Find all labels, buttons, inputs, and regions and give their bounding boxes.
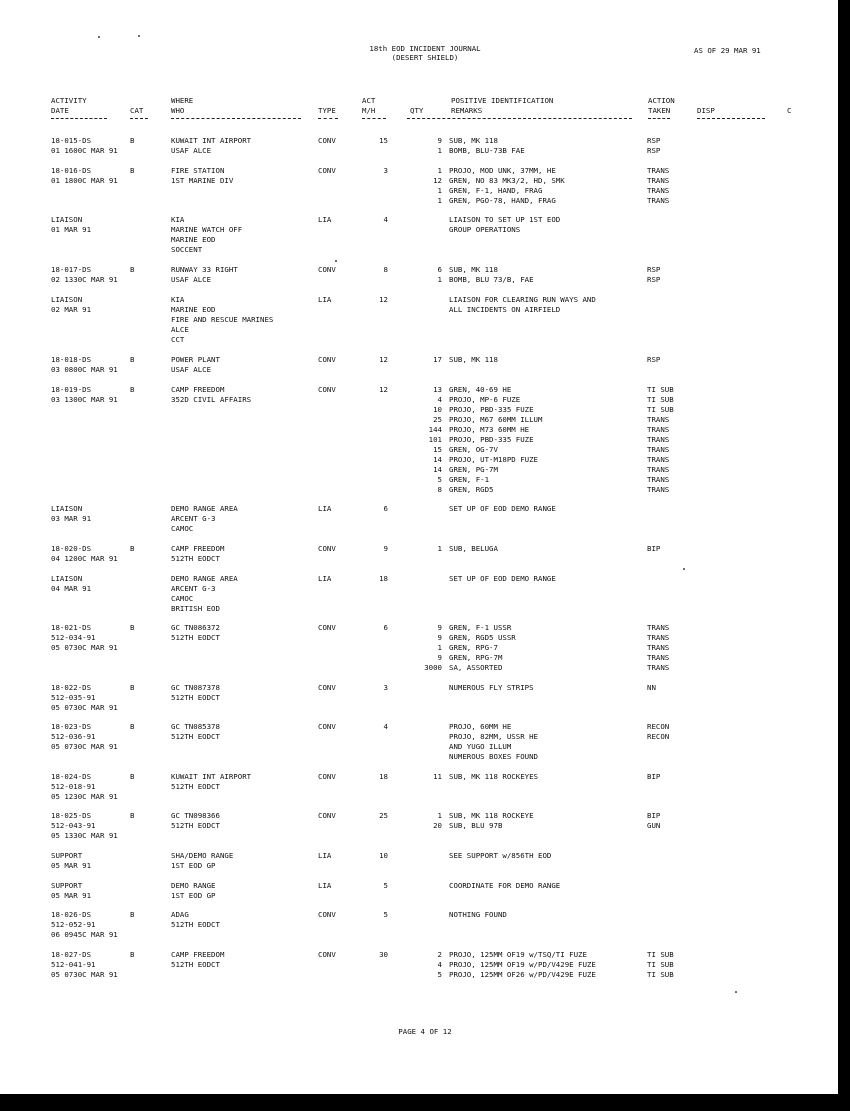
- col-type: TYPE: [318, 106, 336, 115]
- item-remark: PROJO, M67 60MM ILLUM: [449, 415, 543, 424]
- scan-speck: [683, 568, 685, 570]
- entry-who: 512TH EODCT: [171, 633, 220, 642]
- item-remark: AND YUGO ILLUM: [449, 742, 512, 751]
- item-quantity: 12: [433, 176, 442, 185]
- item-quantity: 5: [437, 970, 442, 979]
- journal-title: 18th EOD INCIDENT JOURNAL: [369, 44, 481, 53]
- col-positive-id: POSITIVE IDENTIFICATION: [451, 96, 554, 105]
- entry-type: CONV: [318, 910, 336, 919]
- entry-date-line: 02 1330C MAR 91: [51, 275, 118, 284]
- entry-category: B: [130, 811, 135, 820]
- entry-man-hours: 12: [379, 355, 388, 364]
- entry-type: CONV: [318, 811, 336, 820]
- entry-category: B: [130, 355, 135, 364]
- entry-category: B: [130, 772, 135, 781]
- item-remark: GREN, F-1 USSR: [449, 623, 512, 632]
- entry-type: LIA: [318, 851, 332, 860]
- entry-activity-id: LIAISON: [51, 215, 83, 224]
- entry-type: CONV: [318, 265, 336, 274]
- item-remark: SUB, BLU 97B: [449, 821, 503, 830]
- item-remark: GREN, PG-7M: [449, 465, 498, 474]
- entry-where: ADAG: [171, 910, 189, 919]
- entry-activity-id: 18-019-DS: [51, 385, 92, 394]
- item-remark: PROJO, 125MM OF26 w/PD/V429E FUZE: [449, 970, 596, 979]
- item-remark: SEE SUPPORT w/856TH EOD: [449, 851, 552, 860]
- entry-who: FIRE AND RESCUE MARINES: [171, 315, 274, 324]
- item-remark: SUB, MK 118 ROCKEYES: [449, 772, 538, 781]
- col-activity: ACTIVITY: [51, 96, 87, 105]
- entry-date-line: 02 MAR 91: [51, 305, 92, 314]
- entry-date-line: 05 1330C MAR 91: [51, 831, 118, 840]
- item-quantity: 10: [433, 405, 442, 414]
- entry-category: B: [130, 623, 135, 632]
- item-action-taken: TRANS: [647, 415, 670, 424]
- entry-activity-id: 18-020-DS: [51, 544, 92, 553]
- item-remark: SUB, BELUGA: [449, 544, 498, 553]
- col-taken: TAKEN: [648, 106, 671, 115]
- item-remark: PROJO, PBD-335 FUZE: [449, 435, 534, 444]
- item-action-taken: GUN: [647, 821, 661, 830]
- item-remark: GREN, PGO-78, HAND, FRAG: [449, 196, 556, 205]
- col-who: WHO: [171, 106, 185, 115]
- entry-where: KUWAIT INT AIRPORT: [171, 136, 252, 145]
- item-remark: SUB, MK 118 ROCKEYE: [449, 811, 534, 820]
- item-quantity: 101: [428, 435, 442, 444]
- item-action-taken: RSP: [647, 275, 661, 284]
- col-act: ACT: [362, 96, 376, 105]
- entry-type: LIA: [318, 215, 332, 224]
- entry-who: ALCE: [171, 325, 189, 334]
- item-action-taken: TI SUB: [647, 950, 674, 959]
- entry-man-hours: 10: [379, 851, 388, 860]
- entry-activity-id: 18-027-DS: [51, 950, 92, 959]
- item-remark: GREN, RGD5: [449, 485, 494, 494]
- entry-who: 512TH EODCT: [171, 693, 220, 702]
- entry-who: 512TH EODCT: [171, 821, 220, 830]
- entry-date-line: 03 1300C MAR 91: [51, 395, 118, 404]
- item-action-taken: TRANS: [647, 623, 670, 632]
- item-remark: ALL INCIDENTS ON AIRFIELD: [449, 305, 561, 314]
- col-remarks: REMARKS: [451, 106, 483, 115]
- item-remark: SET UP OF EOD DEMO RANGE: [449, 504, 556, 513]
- item-quantity: 11: [433, 772, 442, 781]
- item-quantity: 6: [437, 265, 442, 274]
- entry-date-line: 01 1800C MAR 91: [51, 176, 118, 185]
- item-quantity: 1: [437, 186, 442, 195]
- entry-who: 512TH EODCT: [171, 920, 220, 929]
- entry-date-line: 05 0730C MAR 91: [51, 742, 118, 751]
- entry-man-hours: 3: [383, 683, 388, 692]
- item-quantity: 9: [437, 633, 442, 642]
- item-quantity: 1: [437, 544, 442, 553]
- item-quantity: 17: [433, 355, 442, 364]
- item-action-taken: TRANS: [647, 633, 670, 642]
- entry-activity-id: SUPPORT: [51, 881, 83, 890]
- entry-man-hours: 3: [383, 166, 388, 175]
- entry-type: CONV: [318, 623, 336, 632]
- entry-date-line: 512-052-91: [51, 920, 96, 929]
- entry-date-line: 05 0730C MAR 91: [51, 643, 118, 652]
- item-action-taken: RSP: [647, 265, 661, 274]
- item-action-taken: TRANS: [647, 465, 670, 474]
- entry-type: CONV: [318, 683, 336, 692]
- entry-type: LIA: [318, 574, 332, 583]
- entry-where: SHA/DEMO RANGE: [171, 851, 234, 860]
- entry-who: ARCENT G-3: [171, 514, 216, 523]
- entry-date-line: 01 1600C MAR 91: [51, 146, 118, 155]
- item-quantity: 1: [437, 811, 442, 820]
- entry-man-hours: 5: [383, 881, 388, 890]
- item-remark: GREN, RPG-7M: [449, 653, 503, 662]
- entry-activity-id: 18-018-DS: [51, 355, 92, 364]
- item-action-taken: TRANS: [647, 663, 670, 672]
- entry-where: KIA: [171, 295, 185, 304]
- item-remark: GREN, NO 83 MK3/2, HD, SMK: [449, 176, 565, 185]
- entry-category: B: [130, 385, 135, 394]
- item-quantity: 1: [437, 275, 442, 284]
- col-action: ACTION: [648, 96, 675, 105]
- item-action-taken: RECON: [647, 732, 670, 741]
- header-rule: [171, 118, 301, 119]
- entry-activity-id: 18-023-DS: [51, 722, 92, 731]
- item-remark: GREN, OG-7V: [449, 445, 498, 454]
- as-of-date: AS OF 29 MAR 91: [694, 46, 761, 55]
- entry-where: DEMO RANGE AREA: [171, 504, 238, 513]
- header-rule: [51, 118, 107, 119]
- entry-activity-id: 18-025-DS: [51, 811, 92, 820]
- entry-who: BRITISH EOD: [171, 604, 220, 613]
- entry-date-line: 512-043-91: [51, 821, 96, 830]
- item-action-taken: TI SUB: [647, 385, 674, 394]
- entry-type: CONV: [318, 722, 336, 731]
- entry-date-line: 05 1230C MAR 91: [51, 792, 118, 801]
- entry-who: 1ST MARINE DIV: [171, 176, 234, 185]
- item-action-taken: BIP: [647, 544, 661, 553]
- entry-who: MARINE WATCH OFF: [171, 225, 243, 234]
- entry-activity-id: 18-026-DS: [51, 910, 92, 919]
- scan-border-bottom: [0, 1094, 850, 1111]
- item-quantity: 9: [437, 623, 442, 632]
- entry-who: 512TH EODCT: [171, 554, 220, 563]
- entry-activity-id: SUPPORT: [51, 851, 83, 860]
- item-quantity: 14: [433, 465, 442, 474]
- item-remark: GROUP OPERATIONS: [449, 225, 521, 234]
- item-remark: SET UP OF EOD DEMO RANGE: [449, 574, 556, 583]
- entry-activity-id: LIAISON: [51, 574, 83, 583]
- item-remark: BOMB, BLU 73/B, FAE: [449, 275, 534, 284]
- header-rule: [130, 118, 148, 119]
- entry-where: DEMO RANGE AREA: [171, 574, 238, 583]
- item-quantity: 13: [433, 385, 442, 394]
- entry-where: CAMP FREEDOM: [171, 950, 225, 959]
- item-quantity: 14: [433, 455, 442, 464]
- entry-activity-id: LIAISON: [51, 295, 83, 304]
- item-remark: NUMEROUS FLY STRIPS: [449, 683, 534, 692]
- entry-where: CAMP FREEDOM: [171, 544, 225, 553]
- entry-man-hours: 6: [383, 504, 388, 513]
- entry-category: B: [130, 910, 135, 919]
- item-remark: GREN, F-1: [449, 475, 490, 484]
- item-action-taken: BIP: [647, 772, 661, 781]
- item-remark: BOMB, BLU-73B FAE: [449, 146, 525, 155]
- entry-category: B: [130, 683, 135, 692]
- item-action-taken: NN: [647, 683, 656, 692]
- entry-date-line: 05 0730C MAR 91: [51, 703, 118, 712]
- entry-who: USAF ALCE: [171, 275, 212, 284]
- entry-activity-id: 18-015-DS: [51, 136, 92, 145]
- entry-man-hours: 12: [379, 295, 388, 304]
- entry-type: CONV: [318, 136, 336, 145]
- item-action-taken: TRANS: [647, 643, 670, 652]
- entry-date-line: 512-036-91: [51, 732, 96, 741]
- header-rule: [362, 118, 386, 119]
- entry-category: B: [130, 950, 135, 959]
- item-quantity: 1: [437, 196, 442, 205]
- entry-activity-id: 18-022-DS: [51, 683, 92, 692]
- item-quantity: 2: [437, 950, 442, 959]
- item-action-taken: TRANS: [647, 186, 670, 195]
- entry-activity-id: 18-016-DS: [51, 166, 92, 175]
- entry-type: LIA: [318, 504, 332, 513]
- item-action-taken: TRANS: [647, 653, 670, 662]
- header-rule: [697, 118, 765, 119]
- item-remark: LIAISON FOR CLEARING RUN WAYS AND: [449, 295, 596, 304]
- item-remark: NUMEROUS BOXES FOUND: [449, 752, 538, 761]
- entry-man-hours: 4: [383, 215, 388, 224]
- item-remark: PROJO, 125MM OF19 w/PD/V429E FUZE: [449, 960, 596, 969]
- entry-who: CAMOC: [171, 524, 194, 533]
- entry-who: 352D CIVIL AFFAIRS: [171, 395, 252, 404]
- item-action-taken: TRANS: [647, 176, 670, 185]
- entry-category: B: [130, 136, 135, 145]
- item-action-taken: TRANS: [647, 425, 670, 434]
- entry-date-line: 01 MAR 91: [51, 225, 92, 234]
- item-remark: PROJO, UT-M18PD FUZE: [449, 455, 538, 464]
- item-action-taken: TRANS: [647, 166, 670, 175]
- item-quantity: 9: [437, 136, 442, 145]
- entry-category: B: [130, 265, 135, 274]
- item-remark: SA, ASSORTED: [449, 663, 503, 672]
- entry-man-hours: 6: [383, 623, 388, 632]
- item-action-taken: TI SUB: [647, 405, 674, 414]
- item-action-taken: RSP: [647, 146, 661, 155]
- item-remark: GREN, RGD5 USSR: [449, 633, 516, 642]
- entry-who: 512TH EODCT: [171, 782, 220, 791]
- item-quantity: 4: [437, 395, 442, 404]
- entry-where: GC TN098366: [171, 811, 220, 820]
- entry-who: USAF ALCE: [171, 365, 212, 374]
- item-action-taken: RECON: [647, 722, 670, 731]
- entry-type: CONV: [318, 385, 336, 394]
- entry-who: 1ST EOD GP: [171, 861, 216, 870]
- entry-man-hours: 18: [379, 772, 388, 781]
- scan-speck: [735, 991, 737, 993]
- entry-who: SOCCENT: [171, 245, 203, 254]
- col-qty: QTY: [410, 106, 424, 115]
- entry-who: 512TH EODCT: [171, 960, 220, 969]
- item-remark: SUB, MK 118: [449, 355, 498, 364]
- entry-who: CCT: [171, 335, 185, 344]
- item-action-taken: TI SUB: [647, 395, 674, 404]
- entry-type: CONV: [318, 166, 336, 175]
- entry-type: CONV: [318, 544, 336, 553]
- item-action-taken: TRANS: [647, 455, 670, 464]
- item-quantity: 144: [428, 425, 442, 434]
- entry-man-hours: 9: [383, 544, 388, 553]
- entry-type: LIA: [318, 295, 332, 304]
- entry-man-hours: 12: [379, 385, 388, 394]
- entry-date-line: 512-035-91: [51, 693, 96, 702]
- item-quantity: 3000: [424, 663, 442, 672]
- entry-where: POWER PLANT: [171, 355, 220, 364]
- entry-who: 512TH EODCT: [171, 732, 220, 741]
- entry-man-hours: 4: [383, 722, 388, 731]
- item-quantity: 25: [433, 415, 442, 424]
- entry-type: LIA: [318, 881, 332, 890]
- item-remark: GREN, RPG-7: [449, 643, 498, 652]
- entry-date-line: 04 MAR 91: [51, 584, 92, 593]
- scan-speck: [335, 260, 337, 262]
- col-mh: M/H: [362, 106, 376, 115]
- col-cat: CAT: [130, 106, 144, 115]
- item-remark: SUB, MK 118: [449, 265, 498, 274]
- entry-where: CAMP FREEDOM: [171, 385, 225, 394]
- item-remark: SUB, MK 118: [449, 136, 498, 145]
- col-date: DATE: [51, 106, 69, 115]
- entry-man-hours: 8: [383, 265, 388, 274]
- entry-who: USAF ALCE: [171, 146, 212, 155]
- item-quantity: 1: [437, 146, 442, 155]
- item-remark: GREN, F-1, HAND, FRAG: [449, 186, 543, 195]
- entry-where: GC TN086372: [171, 623, 220, 632]
- entry-date-line: 03 MAR 91: [51, 514, 92, 523]
- entry-category: B: [130, 166, 135, 175]
- item-quantity: 8: [437, 485, 442, 494]
- item-quantity: 4: [437, 960, 442, 969]
- entry-date-line: 512-018-91: [51, 782, 96, 791]
- entry-where: DEMO RANGE: [171, 881, 216, 890]
- item-remark: PROJO, MOD UNK, 37MM, HE: [449, 166, 556, 175]
- entry-date-line: 05 0730C MAR 91: [51, 970, 118, 979]
- entry-man-hours: 15: [379, 136, 388, 145]
- scan-border-right: [838, 0, 850, 1111]
- scan-speck: [98, 36, 100, 38]
- entry-where: GC TN087378: [171, 683, 220, 692]
- item-quantity: 20: [433, 821, 442, 830]
- item-remark: PROJO, 60MM HE: [449, 722, 512, 731]
- entry-man-hours: 18: [379, 574, 388, 583]
- entry-who: 1ST EOD GP: [171, 891, 216, 900]
- header-rule: [407, 118, 632, 119]
- item-remark: LIAISON TO SET UP 1ST EOD: [449, 215, 561, 224]
- item-action-taken: RSP: [647, 136, 661, 145]
- entry-date-line: 512-034-91: [51, 633, 96, 642]
- item-remark: NOTHING FOUND: [449, 910, 507, 919]
- item-remark: PROJO, 125MM OF19 w/TSQ/TI FUZE: [449, 950, 587, 959]
- item-quantity: 9: [437, 653, 442, 662]
- entry-type: CONV: [318, 355, 336, 364]
- entry-activity-id: 18-021-DS: [51, 623, 92, 632]
- entry-man-hours: 5: [383, 910, 388, 919]
- entry-date-line: 05 MAR 91: [51, 861, 92, 870]
- item-remark: PROJO, M73 60MM HE: [449, 425, 530, 434]
- entry-activity-id: 18-017-DS: [51, 265, 92, 274]
- entry-who: MARINE EOD: [171, 305, 216, 314]
- header-rule: [318, 118, 338, 119]
- entry-category: B: [130, 722, 135, 731]
- item-action-taken: TI SUB: [647, 970, 674, 979]
- col-c: C: [787, 106, 792, 115]
- entry-where: FIRE STATION: [171, 166, 225, 175]
- item-action-taken: TRANS: [647, 475, 670, 484]
- entry-date-line: 05 MAR 91: [51, 891, 92, 900]
- item-action-taken: TRANS: [647, 196, 670, 205]
- header-rule: [648, 118, 670, 119]
- item-remark: PROJO, PBD-335 FUZE: [449, 405, 534, 414]
- col-disp: DISP: [697, 106, 715, 115]
- item-quantity: 1: [437, 166, 442, 175]
- entry-category: B: [130, 544, 135, 553]
- entry-who: MARINE EOD: [171, 235, 216, 244]
- entry-type: CONV: [318, 950, 336, 959]
- entry-activity-id: LIAISON: [51, 504, 83, 513]
- scan-speck: [138, 35, 140, 37]
- item-action-taken: BIP: [647, 811, 661, 820]
- entry-activity-id: 18-024-DS: [51, 772, 92, 781]
- journal-subtitle: (DESERT SHIELD): [391, 53, 459, 62]
- item-quantity: 1: [437, 643, 442, 652]
- col-where: WHERE: [171, 96, 194, 105]
- item-remark: PROJO, 82MM, USSR HE: [449, 732, 538, 741]
- entry-where: KIA: [171, 215, 185, 224]
- entry-type: CONV: [318, 772, 336, 781]
- item-quantity: 5: [437, 475, 442, 484]
- entry-man-hours: 30: [379, 950, 388, 959]
- item-remark: GREN, 40-69 HE: [449, 385, 512, 394]
- entry-who: ARCENT G-3: [171, 584, 216, 593]
- entry-who: CAMOC: [171, 594, 194, 603]
- item-remark: PROJO, MP-6 FUZE: [449, 395, 521, 404]
- entry-date-line: 03 0800C MAR 91: [51, 365, 118, 374]
- item-quantity: 15: [433, 445, 442, 454]
- entry-date-line: 04 1200C MAR 91: [51, 554, 118, 563]
- item-action-taken: TRANS: [647, 435, 670, 444]
- item-action-taken: TI SUB: [647, 960, 674, 969]
- page-number: PAGE 4 OF 12: [398, 1027, 452, 1036]
- entry-where: GC TN085378: [171, 722, 220, 731]
- entry-where: RUNWAY 33 RIGHT: [171, 265, 238, 274]
- entry-man-hours: 25: [379, 811, 388, 820]
- entry-date-line: 512-041-91: [51, 960, 96, 969]
- item-action-taken: TRANS: [647, 445, 670, 454]
- item-action-taken: TRANS: [647, 485, 670, 494]
- entry-date-line: 06 0945C MAR 91: [51, 930, 118, 939]
- item-action-taken: RSP: [647, 355, 661, 364]
- entry-where: KUWAIT INT AIRPORT: [171, 772, 252, 781]
- item-remark: COORDINATE FOR DEMO RANGE: [449, 881, 561, 890]
